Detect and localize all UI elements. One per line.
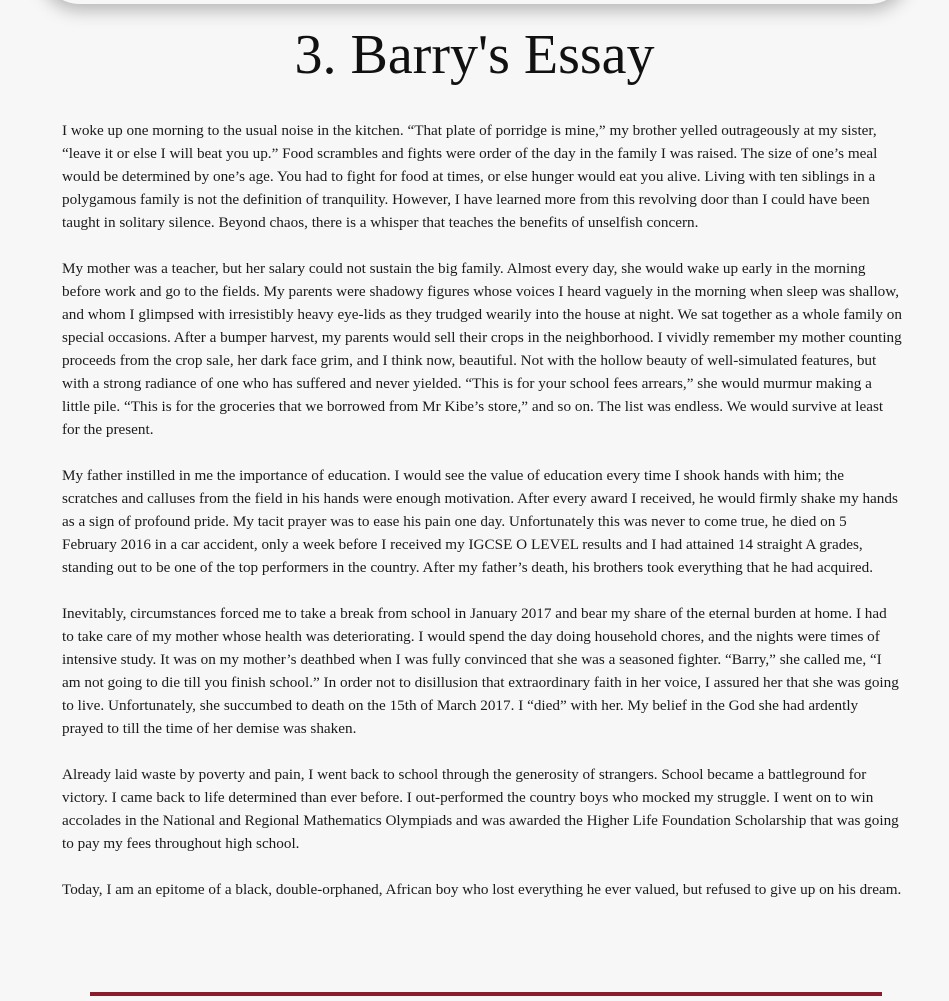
essay-paragraph-3: My father instilled in me the importance of education. I would see the value of education every time I shook hands with him; the scratches and calluses from the field in his hands were enough motivation. After every award I received, he would firmly shake my hands as a sign of profound pride. My tacit prayer was to ease his pain one day. Unfortunately this was never to come true, he died on 5 February 2016 in a car accident, only a week before I received my IGCSE O LEVEL results and I had attained 14 straight A grades, standing out to be one of the top performers in the country. After my father’s death, his brothers took everything that he had acquired.	[62, 467, 898, 576]
page-title: 3. Barry's Essay	[294, 24, 655, 86]
essay-paragraph-5: Already laid waste by poverty and pain, I went back to school through the generosity of strangers. School became a battleground for victory. I came back to life determined than ever before. I out-performed the country boys who mocked my struggle. I went on to win accolades in the National and Regional Mathematics Olympiads and was awarded the Higher Life Foundation Scholarship that was going to pay my fees throughout high school.	[62, 766, 899, 852]
essay-paragraph-6: Today, I am an epitome of a black, double-orphaned, African boy who lost everything he ever valued, but refused to give up on his dream.	[62, 881, 902, 898]
essay-body	[62, 119, 902, 924]
essay-paragraph-1: I woke up one morning to the usual noise in the kitchen. “That plate of porridge is mine,” my brother yelled outrageously at my sister, “leave it or else I will beat you up.” Food scrambles and fights were order of the day in the family I was raised. The size of one’s meal would be determined by one’s age. You had to fight for food at times, or else hunger would eat you alive. Living with ten siblings in a polygamous family is not the definition of tranquility. However, I have learned more from this revolving door than I could have been taught in solitary silence. Beyond chaos, there is a whisper that teaches the benefits of unselfish concern.	[62, 122, 878, 231]
essay-paragraph-4: Inevitably, circumstances forced me to take a break from school in January 2017 and bear my share of the eternal burden at home. I had to take care of my mother whose health was deteriorating. I would spend the day doing household chores, and the nights were times of intensive study. It was on my mother’s deathbed when I was fully convinced that she was a seasoned fighter. “Barry,” she called me, “I am not going to die till you finish school.” In order not to disillusion that extraordinary faith in her voice, I assured her that she was going to live. Unfortunately, she succumbed to death on the 15th of March 2017. I “died” with her. My belief in the God she had ardently prayed to till the time of her demise was shaken.	[62, 605, 899, 737]
footer-divider	[90, 992, 882, 996]
essay-paragraph-2: My mother was a teacher, but her salary could not sustain the big family. Almost every day, she would wake up early in the morning before work and go to the fields. My parents were shadowy figures whose voices I heard vaguely in the morning when sleep was shallow, and whom I glimpsed with irresistibly heavy eye-lids as they trudged wearily into the house at night. We sat together as a whole family on special occasions. After a bumper harvest, my parents would sell their crops in the neighborhood. I vividly remember my mother counting proceeds from the crop sale, her dark face grim, and I think now, beautiful. Not with the hollow beauty of well-simulated features, but with a strong radiance of one who has suffered and never yielded. “This is for your school fees arrears,” she would murmur making a little pile. “This is for the groceries that we borrowed from Mr Kibe’s store,” and so on. The list was endless. We would survive at least for the present.	[62, 260, 902, 438]
top-shadow-edge	[40, 0, 909, 4]
